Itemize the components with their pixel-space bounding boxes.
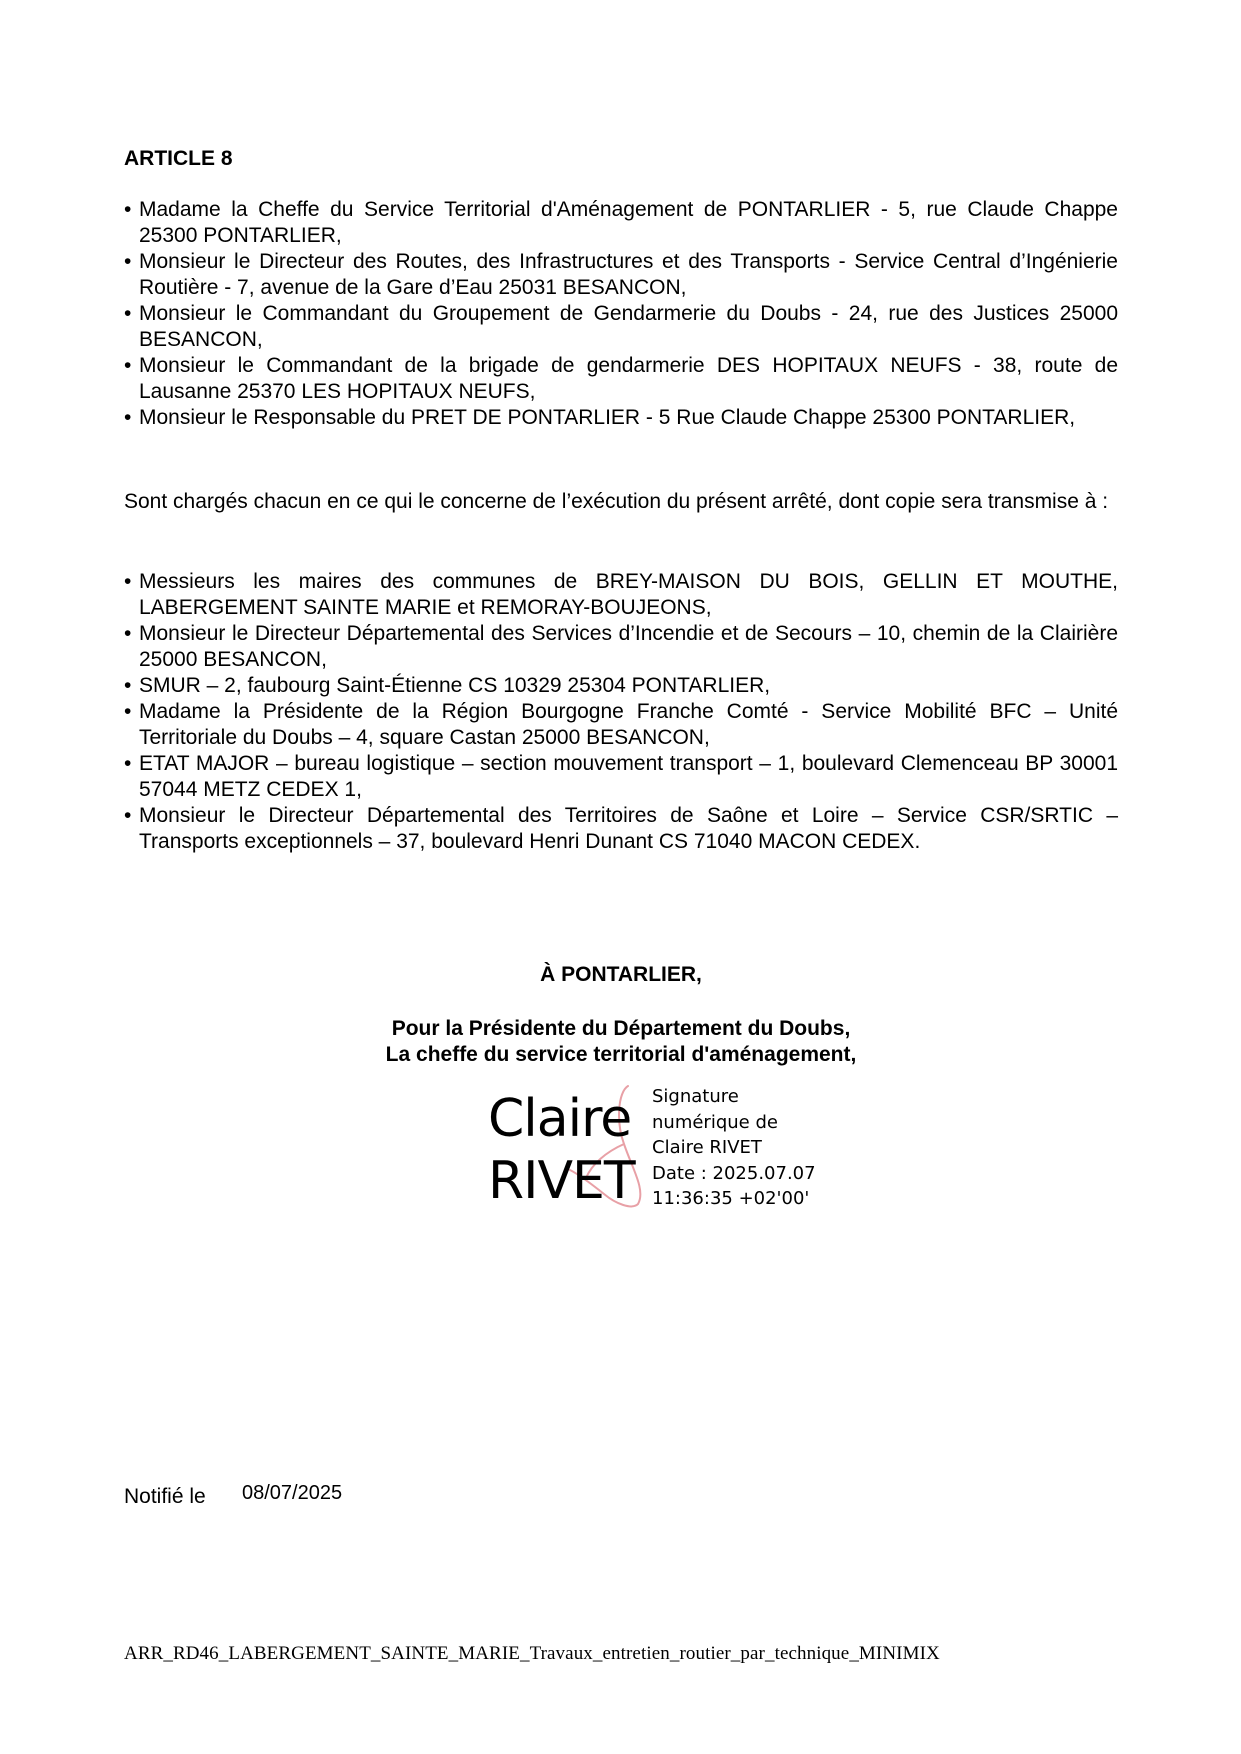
notified-date: 08/07/2025 [242, 1482, 343, 1504]
list-item: • Messieurs les maires des communes de BREY-MAISON DU BOIS, GELLIN ET MOUTHE, LABERGEMENT SAINTE MARIE et REMORAY-BOUJEONS, [124, 569, 1118, 621]
copy-recipients-list [124, 569, 1118, 855]
list-item: • Madame la Présidente de la Région Bourgogne Franche Comté - Service Mobilité BFC – Unité Territoriale du Doubs – 4, square Castan 25000 BESANCON, [124, 699, 1118, 751]
digital-signature-line: numérique de [652, 1111, 778, 1133]
signature-name [488, 1088, 635, 1212]
signature-first-name: Claire [488, 1089, 632, 1149]
list-item: • Monsieur le Responsable du PRET DE PONTARLIER - 5 Rue Claude Chappe 25300 PONTARLIER, [124, 405, 1118, 431]
list-item: • Monsieur le Commandant de la brigade de gendarmerie DES HOPITAUX NEUFS - 38, route de Lausanne 25370 LES HOPITAUX NEUFS, [124, 353, 1118, 405]
footer-filename: ARR_RD46_LABERGEMENT_SAINTE_MARIE_Travaux_entretien_routier_par_technique_MINIMIX [124, 1643, 940, 1664]
signatory-line-1: Pour la Présidente du Département du Doubs, [391, 1017, 851, 1040]
article-title: ARTICLE 8 [124, 147, 233, 170]
list-item: • Monsieur le Directeur Départemental des Services d’Incendie et de Secours – 10, chemin de la Clairière 25000 BESANCON, [124, 621, 1118, 673]
list-item: • SMUR – 2, faubourg Saint-Étienne CS 10329 25304 PONTARLIER, [124, 673, 1118, 699]
notified-label: Notifié le [124, 1485, 206, 1508]
list-item: • Monsieur le Commandant du Groupement de Gendarmerie du Doubs - 24, rue des Justices 25000 BESANCON, [124, 301, 1118, 353]
signature-last-name: RIVET [488, 1151, 635, 1211]
execution-paragraph: Sont chargés chacun en ce qui le concerne de l’exécution du présent arrêté, dont copie sera transmise à : [124, 490, 1109, 513]
signatory-line-2: La cheffe du service territorial d'aménagement, [385, 1043, 857, 1066]
signatory-title [124, 1016, 1118, 1068]
signing-place: À PONTARLIER, [540, 963, 702, 986]
digital-signature-line: Signature [652, 1086, 739, 1107]
list-item: • Madame la Cheffe du Service Territorial d'Aménagement de PONTARLIER - 5, rue Claude Chappe 25300 PONTARLIER, [124, 197, 1118, 249]
digital-signature-date: Date : 2025.07.07 [652, 1162, 816, 1184]
digital-signature-details [652, 1084, 816, 1212]
list-item: • Monsieur le Directeur des Routes, des Infrastructures et des Transports - Service Central d’Ingénierie Routière - 7, avenue de la Gare d’Eau 25031 BESANCON, [124, 249, 1118, 301]
list-item: • ETAT MAJOR – bureau logistique – section mouvement transport – 1, boulevard Clemenceau BP 30001 57044 METZ CEDEX 1, [124, 751, 1118, 803]
digital-signature-line: Claire RIVET [652, 1137, 762, 1158]
digital-signature-time: 11:36:35 +02'00' [652, 1188, 810, 1209]
list-item: • Monsieur le Directeur Départemental des Territoires de Saône et Loire – Service CSR/SRTIC – Transports exceptionnels – 37, boulevard Henri Dunant CS 71040 MACON CEDEX. [124, 803, 1118, 855]
addressee-list [124, 197, 1118, 431]
